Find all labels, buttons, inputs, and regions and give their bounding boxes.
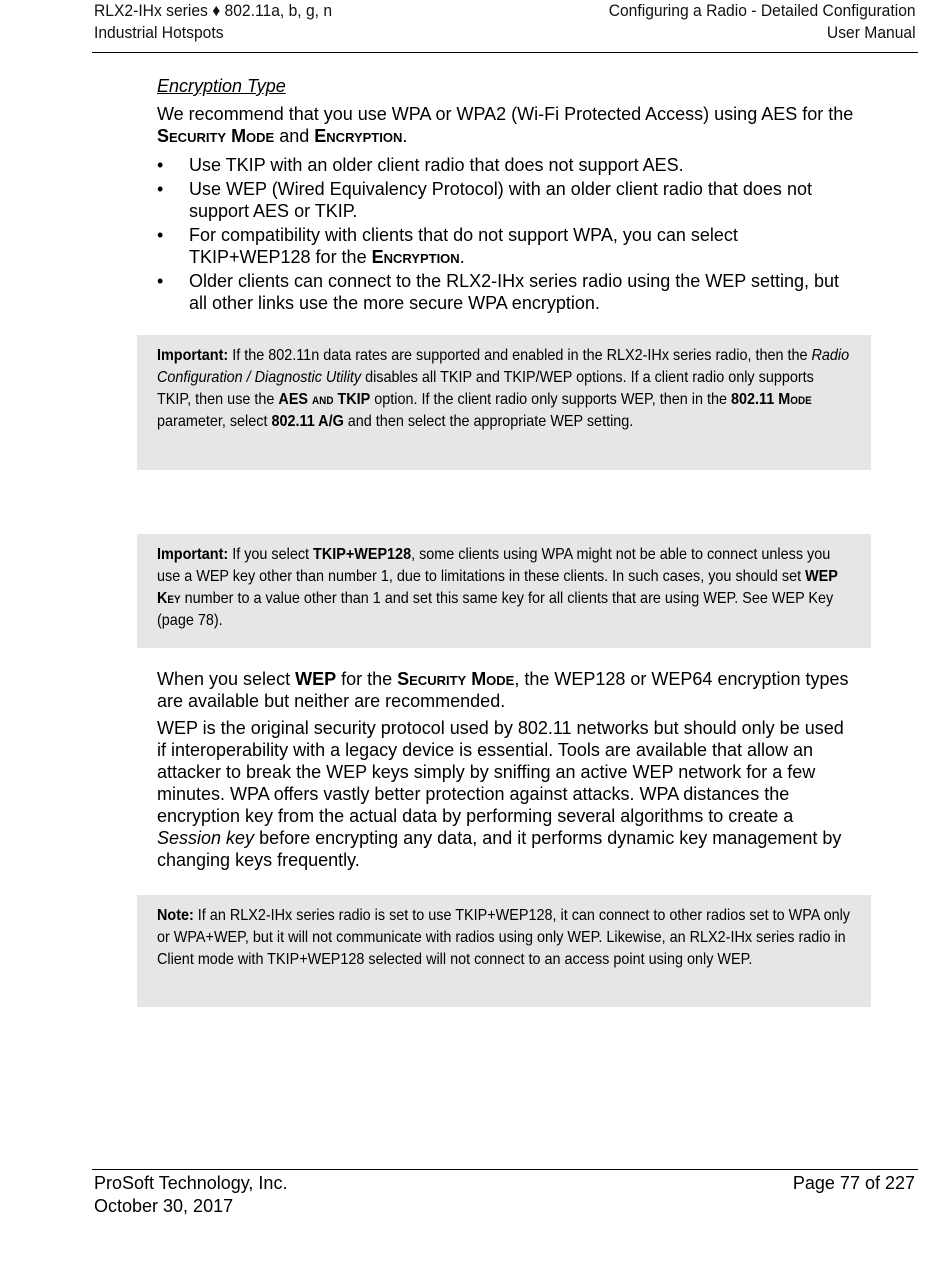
- footer-left: [94, 1172, 287, 1218]
- footer-date: October 30, 2017: [94, 1196, 234, 1216]
- wep-paragraph: [157, 668, 857, 712]
- note-text-part: option. If the client radio only supports WEP, then in the: [370, 391, 732, 408]
- important-note-80211n: [137, 335, 871, 470]
- intro-text-1: We recommend that you use WPA or WPA2 (Wi-Fi Protected Access) using AES for the: [157, 104, 854, 124]
- note-text: [157, 544, 850, 632]
- para-text: WEP is the original security protocol used by 802.11 networks but should only be used if interoperability with a legacy device is essential. Tools are available that allow an attacker to break the WEP keys simply by sniffing an active WEP network for a few minutes. WPA offers vastly better protection against attacks. WPA distances the encryption key from the actual data by performing several algorithms to create a: [157, 718, 844, 826]
- note-tkip-compat: [137, 895, 871, 1007]
- bullet-glyph: •: [157, 179, 164, 199]
- bullet-text: Older clients can connect to the RLX2-IHx series radio using the WEP setting, but all other links use the more secure WPA encryption.: [189, 271, 839, 313]
- footer-company: ProSoft Technology, Inc.: [94, 1173, 288, 1193]
- utility-name: Radio Configuration / Diagnostic Utility: [157, 347, 850, 386]
- para-text: for the: [336, 669, 398, 689]
- para-text: before encrypting any data, and it performs dynamic key management by changing keys frequently.: [157, 828, 842, 870]
- bullet-glyph: •: [157, 155, 164, 175]
- header-right: [609, 0, 916, 44]
- footer-rule: [92, 1169, 918, 1170]
- bullet-glyph: •: [157, 271, 164, 291]
- wep-original-paragraph: [157, 717, 857, 871]
- mode-parameter: 802.11 Mode: [731, 391, 812, 408]
- section-title: Encryption Type: [157, 76, 286, 96]
- bullet-text: Use WEP (Wired Equivalency Protocol) with an older client radio that does not support AES or TKIP.: [189, 179, 812, 221]
- ag-option: 802.11 A/G: [271, 413, 344, 430]
- bullet-text: For compatibility with clients that do not support WPA, you can select TKIP+WEP128 for the: [189, 225, 738, 267]
- note-text-part: If you select: [228, 546, 314, 563]
- bullet-item: [157, 224, 857, 268]
- note-label: Note:: [157, 907, 194, 924]
- intro-security-mode: Security Mode: [157, 126, 275, 146]
- bullet-encryption-term: Encryption: [371, 247, 460, 267]
- header-chapter: Configuring a Radio - Detailed Configuration: [609, 1, 916, 20]
- page-number: Page 77 of 227: [792, 1173, 915, 1193]
- encryption-bullet-list: [157, 154, 857, 316]
- note-text-part: disables all TKIP and TKIP/WEP options. If a client radio only supports TKIP, then use the: [157, 369, 814, 408]
- header-subtitle: Industrial Hotspots: [94, 23, 224, 42]
- important-note-tkip-wep128: [137, 534, 871, 648]
- header-product: RLX2-IHx series ♦ 802.11a, b, g, n: [94, 1, 333, 20]
- note-text: [157, 345, 850, 433]
- intro-text-2: and: [274, 126, 315, 146]
- header-left: [94, 0, 332, 44]
- note-text-part: If the 802.11n data rates are supported and enabled in the RLX2-IHx series radio, then the: [228, 347, 812, 364]
- header-rule: [92, 52, 918, 53]
- note-text: [157, 905, 850, 971]
- intro-paragraph: [157, 103, 857, 147]
- aes-tkip-option: AES and TKIP: [278, 391, 371, 408]
- bullet-item: [157, 178, 857, 222]
- note-text-part: , some clients using WPA might not be able to connect unless you use a WEP key other than number 1, due to limitations in these clients. In such cases, you should set: [157, 546, 831, 585]
- bullet-glyph: •: [157, 225, 164, 245]
- note-text-part: If an RLX2-IHx series radio is set to use TKIP+WEP128, it can connect to other radios set to WPA only or WPA+WEP, but it will not communicate with radios using only WEP. Likewise, an RLX2-IHx series radio in Client mode with TKIP+WEP128 selected will not connect to an access point using only WEP.: [157, 907, 850, 968]
- intro-text-3: .: [402, 126, 408, 146]
- wep-term: WEP: [295, 669, 337, 689]
- bullet-text-end: .: [459, 247, 465, 267]
- tkip-wep128-term: TKIP+WEP128: [313, 546, 412, 563]
- bullet-text: Use TKIP with an older client radio that does not support AES.: [189, 155, 684, 175]
- bullet-item: [157, 270, 857, 314]
- note-text-part: parameter, select: [157, 413, 272, 430]
- bullet-item: [157, 154, 857, 176]
- para-text: , the WEP128 or WEP64 encryption types are available but neither are recommended.: [157, 669, 849, 711]
- note-label: Important:: [157, 347, 229, 364]
- wep-key-term: WEP Key: [157, 568, 838, 607]
- header-doc-type: User Manual: [827, 23, 916, 42]
- session-key-term: Session key: [157, 828, 255, 848]
- para-text: When you select: [157, 669, 296, 689]
- security-mode-term: Security Mode: [397, 669, 515, 689]
- note-text-part: number to a value other than 1 and set this same key for all clients that are using WEP. See WEP Key (page 78).: [157, 590, 834, 629]
- note-text-part: and then select the appropriate WEP setting.: [343, 413, 634, 430]
- note-label: Important:: [157, 546, 229, 563]
- intro-encryption: Encryption: [314, 126, 403, 146]
